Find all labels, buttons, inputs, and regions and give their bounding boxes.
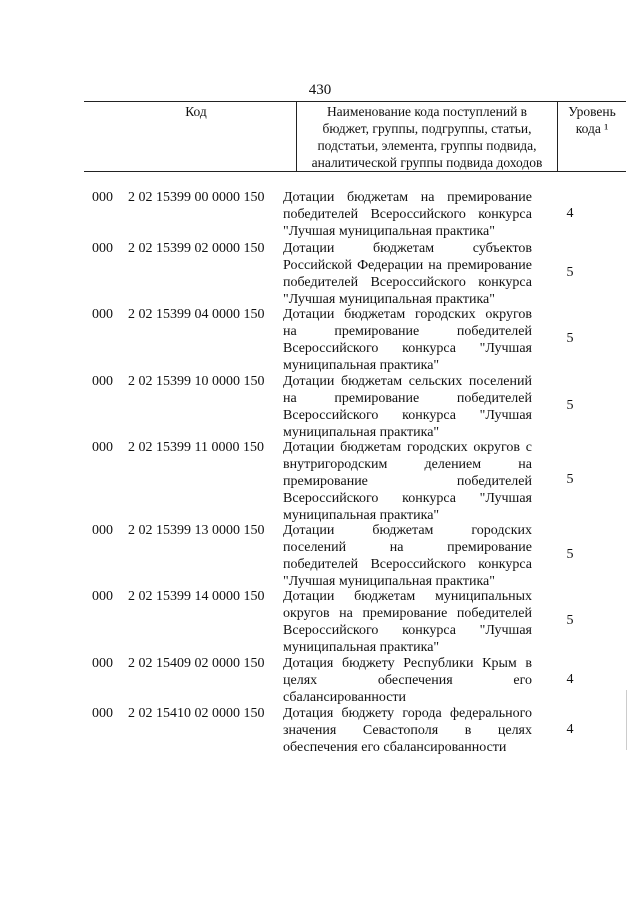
row-name-line: Дотации бюджетам городских округов: [283, 307, 532, 322]
row-level: 4: [566, 722, 574, 737]
row-name: [283, 189, 532, 240]
row-name-line: победителей Всероссийского конкурса: [283, 557, 532, 572]
row-name-line: "Лучшая муниципальная практика": [283, 574, 495, 589]
row-name-line: Дотации бюджетам городских: [283, 523, 532, 538]
row-name-line: Дотация бюджету города федерального: [283, 706, 532, 721]
row-code: 2 02 15410 02 0000 150: [128, 706, 265, 721]
header-code-label: Код: [185, 104, 207, 119]
row-code: 2 02 15399 13 0000 150: [128, 523, 265, 538]
row-code: 2 02 15399 14 0000 150: [128, 589, 265, 604]
scan-edge-line: [626, 690, 627, 750]
row-name-line: обеспечения его сбалансированности: [283, 740, 507, 755]
row-level: 5: [566, 398, 574, 413]
page-number: 430: [308, 82, 332, 98]
row-code: 2 02 15399 00 0000 150: [128, 190, 265, 205]
row-name: [283, 439, 532, 524]
header-level-label: Уровень кода ¹: [568, 104, 616, 136]
row-prefix: 000: [92, 589, 113, 604]
row-name-line: округов на премирование победителей: [283, 606, 532, 621]
row-prefix: 000: [92, 523, 113, 538]
header-name-label: Наименование кода поступлений в бюджет, группы, подгруппы, статьи, подстатьи, элемента, группы подвида, аналитической группы подвида доходов: [311, 104, 543, 170]
row-code: 2 02 15399 11 0000 150: [128, 440, 264, 455]
row-name: [283, 240, 532, 308]
row-level: 4: [566, 672, 574, 687]
row-name-line: муниципальная практика": [283, 425, 440, 440]
row-name-line: муниципальная практика": [283, 508, 440, 523]
row-code: 2 02 15399 04 0000 150: [128, 307, 265, 322]
row-prefix: 000: [92, 706, 113, 721]
row-level: 5: [566, 331, 574, 346]
row-name-line: Всероссийского конкурса "Лучшая: [283, 408, 532, 423]
row-name-line: Российской Федерации на премирование: [283, 258, 532, 273]
row-name-line: целях обеспечения его: [283, 673, 532, 688]
row-prefix: 000: [92, 440, 113, 455]
row-prefix: 000: [92, 307, 113, 322]
row-name-line: на премирование победителей: [283, 391, 532, 406]
row-name-line: Дотации бюджетам муниципальных: [283, 589, 532, 604]
row-name-line: "Лучшая муниципальная практика": [283, 292, 495, 307]
row-name-line: премирование победителей: [283, 474, 532, 489]
row-level: 5: [566, 472, 574, 487]
row-name-line: победителей Всероссийского конкурса: [283, 275, 532, 290]
row-name-line: Всероссийского конкурса "Лучшая: [283, 623, 532, 638]
row-name: [283, 373, 532, 441]
row-name-line: поселений на премирование: [283, 540, 532, 555]
row-name-line: на премирование победителей: [283, 324, 532, 339]
row-name-line: Дотации бюджетам городских округов с: [283, 440, 532, 455]
row-level: 5: [566, 613, 574, 628]
row-code: 2 02 15399 10 0000 150: [128, 374, 265, 389]
row-name-line: значения Севастополя в целях: [283, 723, 532, 738]
row-level: 4: [566, 206, 574, 221]
row-name-line: Дотация бюджету Республики Крым в: [283, 656, 532, 671]
row-name: [283, 705, 532, 756]
row-name-line: муниципальная практика": [283, 358, 440, 373]
row-prefix: 000: [92, 374, 113, 389]
row-prefix: 000: [92, 656, 113, 671]
row-name-line: Всероссийского конкурса "Лучшая: [283, 341, 532, 356]
row-name-line: Всероссийского конкурса "Лучшая: [283, 491, 532, 506]
row-name-line: Дотации бюджетам сельских поселений: [283, 374, 532, 389]
row-name-line: сбалансированности: [283, 690, 407, 705]
row-name: [283, 655, 532, 706]
row-name-line: Дотации бюджетам субъектов: [283, 241, 532, 256]
row-name-line: муниципальная практика": [283, 640, 440, 655]
row-name-line: Дотации бюджетам на премирование: [283, 190, 532, 205]
row-name: [283, 588, 532, 656]
row-name-line: внутригородским делением на: [283, 457, 532, 472]
row-level: 5: [566, 547, 574, 562]
row-name-line: "Лучшая муниципальная практика": [283, 224, 495, 239]
row-prefix: 000: [92, 190, 113, 205]
row-prefix: 000: [92, 241, 113, 256]
row-code: 2 02 15399 02 0000 150: [128, 241, 265, 256]
row-name: [283, 306, 532, 374]
row-name-line: победителей Всероссийского конкурса: [283, 207, 532, 222]
row-name: [283, 522, 532, 590]
row-level: 5: [566, 265, 574, 280]
row-code: 2 02 15409 02 0000 150: [128, 656, 265, 671]
